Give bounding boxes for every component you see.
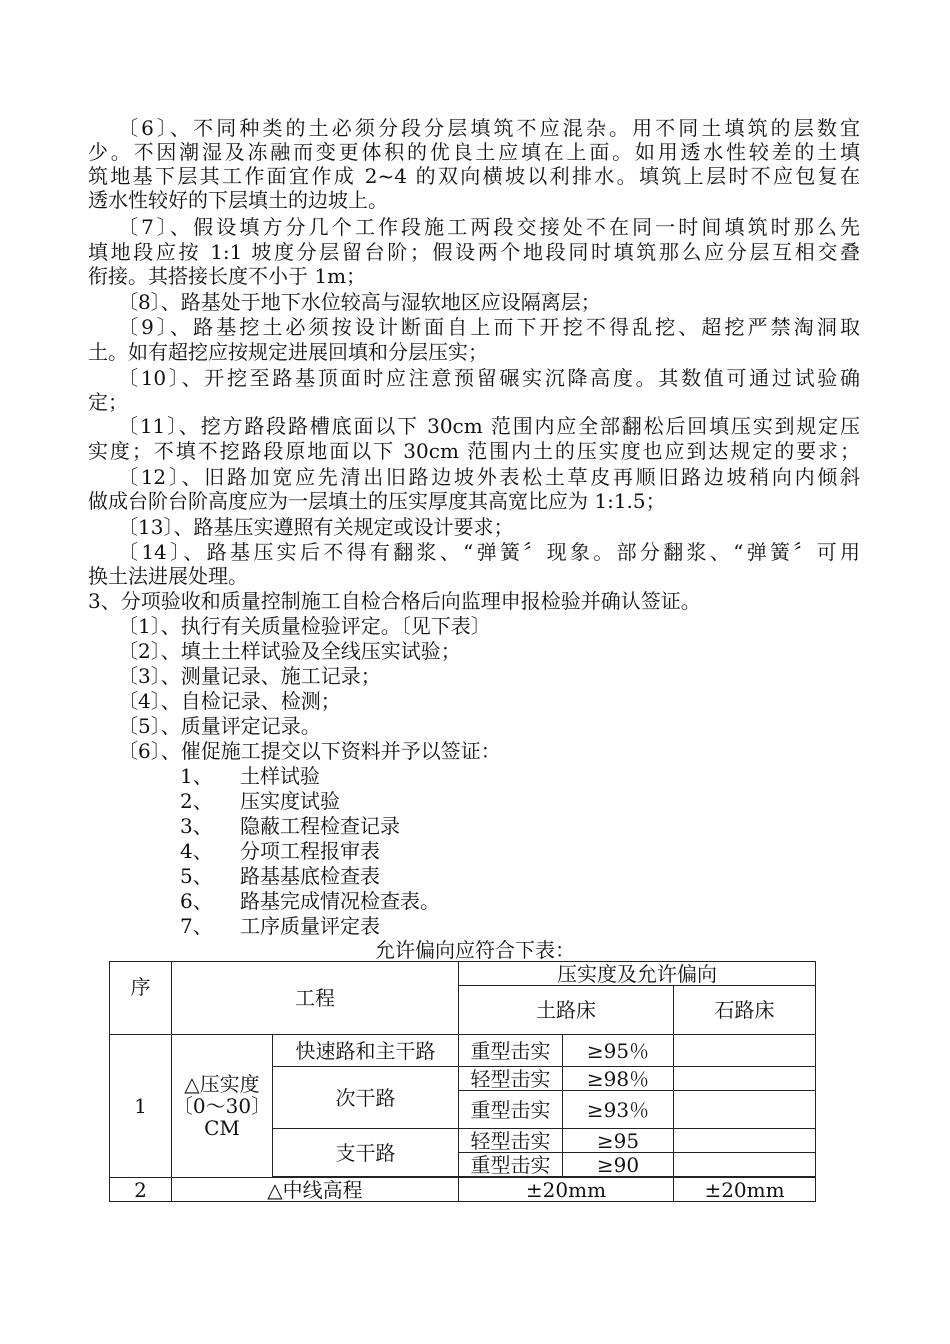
- compaction-value: ≥93％: [563, 1091, 674, 1129]
- list-item-number: 6、: [180, 889, 213, 913]
- paragraph-line: 〔10〕、开挖至路基顶面时应注意预留碾实沉降高度。其数值可通过试验确: [118, 366, 860, 390]
- paragraph-line: 筑地基下层其工作面宜作成 2~4 的双向横坡以利排水。填筑上层时不应包复在: [88, 164, 860, 188]
- compaction-value: ≥95: [563, 1129, 674, 1153]
- soil-bed-tolerance: ±20mm: [459, 1178, 674, 1202]
- list-item: 工序质量评定表: [240, 914, 380, 938]
- header-compaction-group: 压实度及允许偏向: [459, 962, 816, 986]
- header-stone-bed: 石路床: [674, 986, 816, 1035]
- paragraph-line: 〔6〕、不同种类的土必须分段分层填筑不应混杂。用不同土填筑的层数宜: [118, 116, 860, 140]
- list-item: 路基基底检查表: [240, 864, 380, 888]
- paragraph-line: 〔2〕、填土土样试验及全线压实试验；: [118, 639, 461, 663]
- paragraph-line: 少。不因潮湿及冻融而变更体积的优良土应填在上面。如用透水性较差的土填: [88, 140, 860, 164]
- paragraph-line: 土。如有超挖应按规定进展回填和分层压实；: [88, 340, 488, 364]
- stone-bed-tolerance: ±20mm: [674, 1178, 816, 1202]
- stone-bed-cell: [674, 1067, 816, 1091]
- row-seq: 2: [110, 1178, 172, 1202]
- paragraph-line: 换土法进展处理。: [88, 564, 248, 588]
- paragraph-line: 〔7〕、假设填方分几个工作段施工两段交接处不在同一时间填筑时那么先: [118, 215, 860, 239]
- paragraph-line: 〔6〕、催促施工提交以下资料并予以签证：: [118, 739, 501, 763]
- road-type: 快速路和主干路: [273, 1035, 459, 1067]
- compaction-method: 重型击实: [459, 1153, 563, 1177]
- stone-bed-cell: [674, 1153, 816, 1177]
- paragraph-line: 〔8〕、路基处于地下水位较高与湿软地区应设隔离层；: [118, 290, 601, 314]
- paragraph-line: 〔3〕、测量记录、施工记录；: [118, 664, 381, 688]
- paragraph-line: 填地段应按 1:1 坡度分层留台阶；假设两个地段同时填筑那么应分层互相交叠: [88, 240, 860, 264]
- road-type: 支干路: [273, 1129, 459, 1177]
- list-item-number: 4、: [180, 839, 213, 863]
- road-type: 次干路: [273, 1067, 459, 1129]
- paragraph-line: 定；: [88, 390, 128, 414]
- list-item: 路基完成情况检查表。: [240, 889, 440, 913]
- list-item: 分项工程报审表: [240, 839, 380, 863]
- compaction-value: ≥98％: [563, 1067, 674, 1091]
- header-seq: 序: [110, 962, 172, 1035]
- stone-bed-cell: [674, 1129, 816, 1153]
- list-item-number: 3、: [180, 814, 213, 838]
- paragraph-line: 〔12〕、旧路加宽应先清出旧路边坡外表松土草皮再顺旧路边坡稍向内倾斜: [118, 465, 860, 489]
- list-item: 压实度试验: [240, 789, 340, 813]
- paragraph-line: 〔13〕、路基压实遵照有关规定或设计要求；: [118, 515, 514, 539]
- row-item: △压实度〔0～30〕CM: [172, 1035, 273, 1178]
- paragraph-line: 〔1〕、执行有关质量检验评定。〔见下表〕: [118, 614, 491, 638]
- list-item-number: 1、: [180, 764, 213, 788]
- stone-bed-cell: [674, 1091, 816, 1129]
- compaction-method: 重型击实: [459, 1091, 563, 1129]
- compaction-value: ≥90: [563, 1153, 674, 1177]
- row-item: △中线高程: [172, 1178, 459, 1202]
- list-item-number: 2、: [180, 789, 213, 813]
- compaction-method: 重型击实: [459, 1035, 563, 1067]
- paragraph-line: 衔接。其搭接长度不小于 1m；: [88, 264, 367, 288]
- paragraph-line: 〔11〕、挖方路段路槽底面以下 30cm 范围内应全部翻松后回填压实到规定压: [118, 414, 860, 438]
- table-caption: 允许偏向应符合下表：: [375, 938, 575, 962]
- paragraph-line: 做成台阶台阶高度应为一层填土的压实厚度其高宽比应为 1:1.5；: [88, 489, 666, 513]
- compaction-method: 轻型击实: [459, 1129, 563, 1153]
- tolerance-table: [109, 961, 816, 1202]
- list-item-number: 5、: [180, 864, 213, 888]
- paragraph-line: 〔4〕、自检记录、检测；: [118, 689, 341, 713]
- list-item-number: 7、: [180, 914, 213, 938]
- paragraph-line: 〔5〕、质量评定记录。: [118, 714, 321, 738]
- paragraph-line: 实度；不填不挖路段原地面以下 30cm 范围内土的压实度也应到达规定的要求；: [88, 439, 860, 463]
- compaction-value: ≥95％: [563, 1035, 674, 1067]
- header-item: 工程: [172, 962, 459, 1035]
- compaction-method: 轻型击实: [459, 1067, 563, 1091]
- list-item: 隐蔽工程检查记录: [240, 814, 400, 838]
- paragraph-line: 〔9〕、路基挖土必须按设计断面自上而下开挖不得乱挖、超挖严禁淘洞取: [118, 315, 860, 339]
- paragraph-line: 透水性较好的下层填土的边坡上。: [88, 188, 388, 212]
- paragraph-line: 〔14〕、路基压实后不得有翻浆、“弹簧〞现象。部分翻浆、“弹簧〞可用: [118, 540, 860, 564]
- header-soil-bed: 土路床: [459, 986, 674, 1035]
- stone-bed-cell: [674, 1035, 816, 1067]
- section-heading: 3、分项验收和质量控制施工自检合格后向监理申报检验并确认签证。: [88, 589, 701, 613]
- row-seq: 1: [110, 1035, 172, 1178]
- list-item: 土样试验: [240, 764, 320, 788]
